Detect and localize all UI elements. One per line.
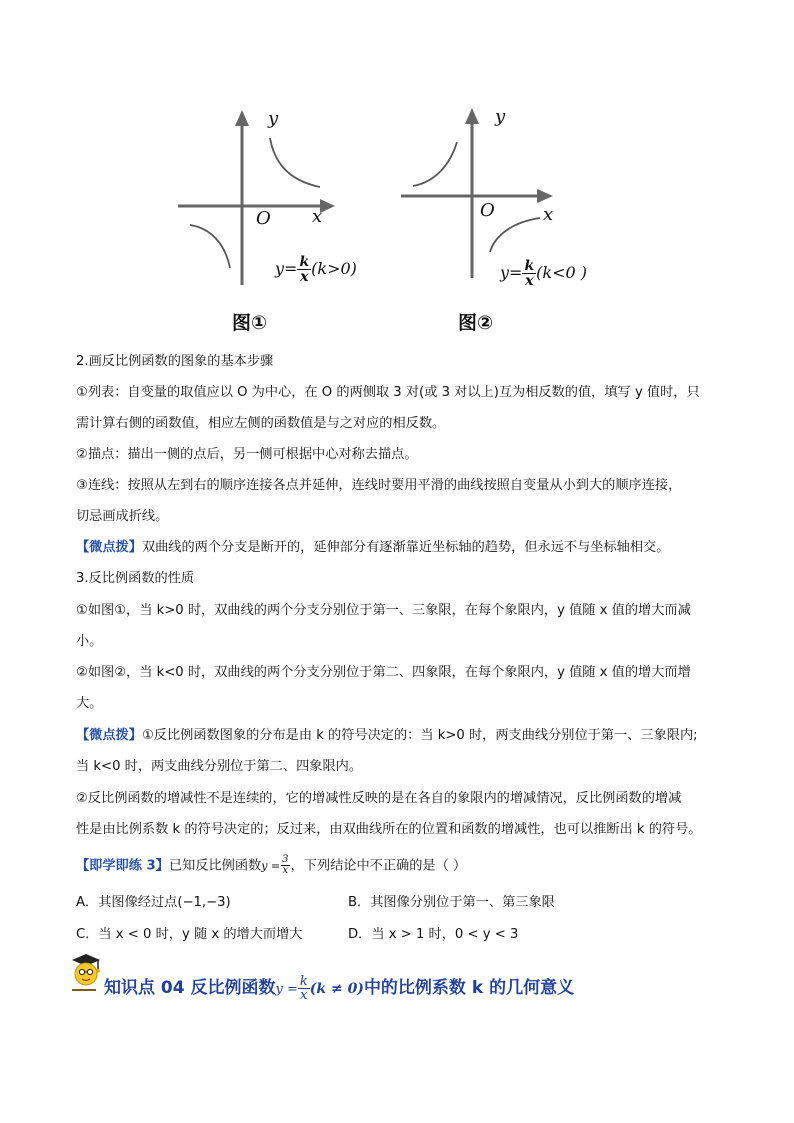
fig2-eq-num: k: [524, 258, 535, 274]
heading-prefix: 知识点 04 反比例函数: [104, 978, 276, 998]
fig2-origin-label: O: [480, 200, 495, 221]
heading-cond: (k ≠ 0): [309, 981, 364, 997]
fig2-eq-den: x: [525, 273, 534, 289]
section2-step1-line2: 需计算右侧的函数值，相应左侧的函数值是与之对应的相反数。: [76, 416, 446, 431]
fig1-caption: 图①: [232, 312, 268, 334]
section3-p1-line2: 小。: [76, 634, 103, 649]
heading-func-y: y =: [275, 982, 298, 997]
option-b[interactable]: B．其图像分别位于第一、第三象限: [348, 895, 555, 910]
section3-tip2-line2: 性是由比例系数 k 的符号决定的；反过来，由双曲线所在的位置和函数的增减性，也可以推断出 k 的符号。: [76, 822, 702, 837]
heading-suffix: 中的比例系数 k 的几何意义: [363, 978, 575, 998]
fig2-caption: 图②: [458, 312, 494, 334]
section2-step3-line1: ③连线：按照从左到右的顺序连接各点并延伸，连线时要用平滑的曲线按照自变量从小到大的顺序连接，: [76, 478, 682, 493]
exercise-text-after: ，下列结论中不正确的是（ ）: [290, 858, 467, 874]
exercise-label: 【即学即练 3】: [76, 858, 169, 874]
heading-frac-den: x: [300, 987, 308, 1003]
fig2-y-label: y: [495, 106, 506, 127]
fig1-eq-num: k: [299, 254, 310, 270]
exercise-frac-num: 3: [282, 854, 289, 865]
tip1-text: ①反比例函数图象的分布是由 k 的符号决定的：当 k>0 时，两支曲线分别位于第一、三象限内;: [141, 728, 698, 743]
section3-tip1-line1: [76, 726, 698, 746]
fig1-y-label: y: [268, 108, 279, 129]
section3-tip2-line1: ②反比例函数的增减性不是连续的，它的增减性反映的是在各自的象限内的增减情况，反比例函数的增减: [76, 791, 682, 806]
tip-label: 【微点拨】: [76, 540, 142, 555]
knowledge-point-heading: [104, 973, 574, 1002]
fig1-eq-prefix: y=: [275, 259, 298, 278]
exercise-question: [76, 855, 466, 877]
fig2-equation: [500, 259, 587, 288]
fig1-origin-label: O: [256, 208, 271, 229]
exercise-fraction: [281, 855, 289, 876]
section2-step1-line1: ①列表：自变量的取值应以 O 为中心，在 O 的两侧取 3 对(或 3 对以上)互为相反数的值，填写 y 值时，只: [76, 385, 700, 400]
fig2-eq-cond: (k<0 ): [536, 263, 588, 282]
option-d[interactable]: D．当 x > 1 时，0 < y < 3: [348, 927, 519, 942]
exercise-text-before: 已知反比例函数: [168, 858, 262, 874]
section2-tip: [76, 538, 669, 558]
option-c[interactable]: C．当 x < 0 时，y 随 x 的增大而增大: [76, 927, 303, 942]
heading-fraction: [298, 975, 310, 1002]
section3-p2-line2: 大。: [76, 696, 103, 711]
fig1-equation: [275, 255, 357, 284]
student-graduation-cap-icon: [68, 950, 102, 996]
tip-label: 【微点拨】: [76, 728, 142, 743]
fig1-x-label: x: [312, 206, 323, 227]
fig1-eq-den: x: [300, 269, 309, 285]
section2-step2: ②描点：描出一侧的点后，另一侧可根据中心对称去描点。: [76, 447, 418, 462]
tip-text: 双曲线的两个分支是断开的，延伸部分有逐渐靠近坐标轴的趋势，但永远不与坐标轴相交。: [141, 540, 670, 555]
option-a[interactable]: A．其图像经过点(−1,−3): [76, 895, 231, 910]
section2-title: 2.画反比例函数的图象的基本步骤: [76, 354, 274, 369]
section3-tip1-line2: 当 k<0 时，两支曲线分别位于第二、四象限内。: [76, 759, 363, 774]
heading-frac-num: k: [299, 973, 308, 989]
section3-p1-line1: ①如图①，当 k>0 时，双曲线的两个分支分别位于第一、三象限，在每个象限内，y 值随 x 值的增大而减: [76, 603, 691, 618]
exercise-func-y: y =: [261, 859, 281, 873]
fig2-eq-prefix: y=: [500, 263, 523, 282]
section3-title: 3.反比例函数的性质: [76, 571, 195, 586]
fig2-x-label: x: [543, 204, 554, 225]
fig1-eq-cond: (k>0): [311, 259, 357, 278]
exercise-frac-den: x: [282, 865, 289, 876]
section3-p2-line1: ②如图②，当 k<0 时，双曲线的两个分支分别位于第二、四象限，在每个象限内，y 值随 x 值的增大而增: [76, 665, 691, 680]
section2-step3-line2: 切忌画成折线。: [76, 509, 169, 524]
